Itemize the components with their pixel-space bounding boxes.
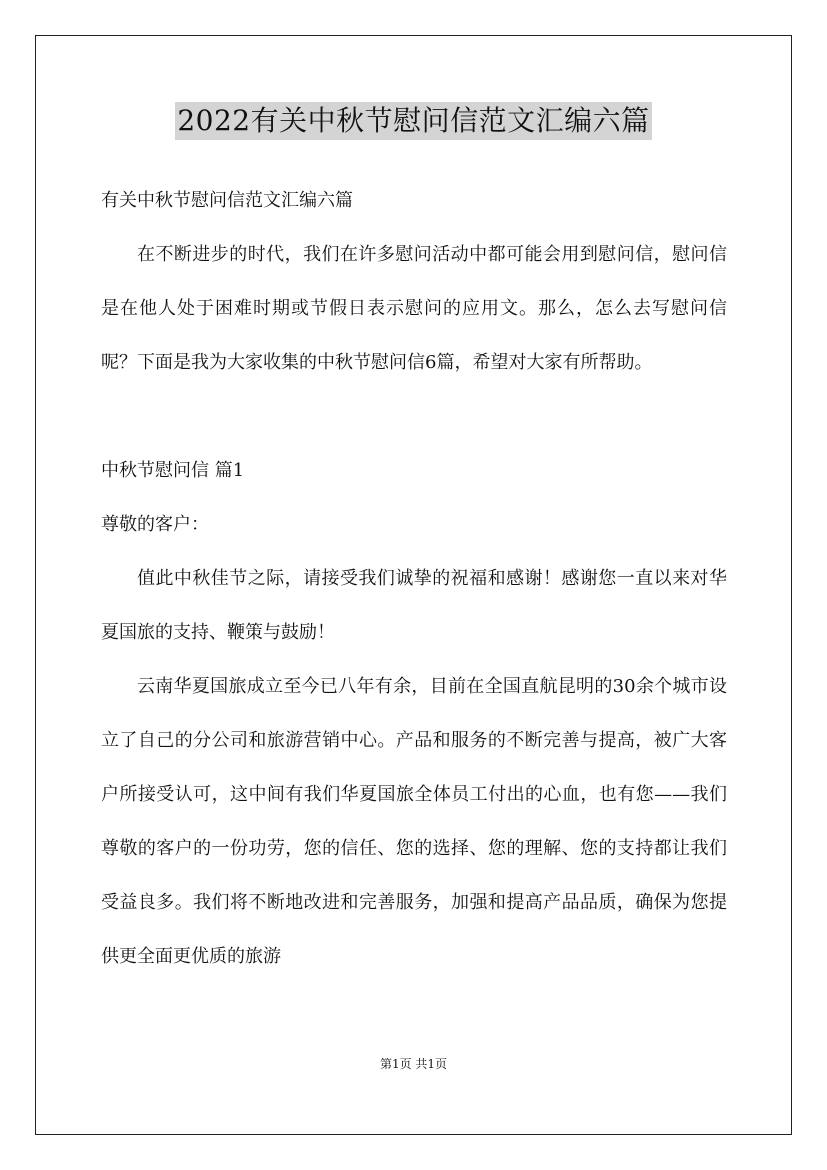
body-paragraph-2: 云南华夏国旅成立至今已八年有余，目前在全国直航昆明的30余个城市设立了自己的分公司和旅游营销中心。产品和服务的不断完善与提高，被广大客户所接受认可，这中间有我们华夏国旅全体员工付出的心血，也有您——我们尊敬的客户的一份功劳，您的信任、您的选择、您的理解、您的支持都让我们受益良多。我们将不断地改进和完善服务，加强和提高产品品质，确保为您提供更全面更优质的旅游 — [101, 676, 727, 967]
spacer — [101, 390, 727, 444]
document-subtitle: 有关中秋节慰问信范文汇编六篇 — [101, 190, 353, 211]
document-title: 2022有关中秋节慰问信范文汇编六篇 — [175, 102, 651, 140]
document-body — [101, 174, 727, 984]
title-container — [0, 102, 827, 140]
page-footer: 第1页 共1页 — [379, 1057, 448, 1071]
body-paragraph-1: 值此中秋佳节之际，请接受我们诚挚的祝福和感谢！感谢您一直以来对华夏国旅的支持、鞭策与鼓励！ — [101, 568, 727, 643]
intro-paragraph: 在不断进步的时代，我们在许多慰问活动中都可能会用到慰问信，慰问信是在他人处于困难时期或节假日表示慰问的应用文。那么，怎么去写慰问信呢？下面是我为大家收集的中秋节慰问信6篇，希望对大家有所帮助。 — [101, 244, 727, 373]
section-heading: 中秋节慰问信 篇1 — [101, 460, 245, 481]
salutation: 尊敬的客户： — [101, 514, 209, 535]
